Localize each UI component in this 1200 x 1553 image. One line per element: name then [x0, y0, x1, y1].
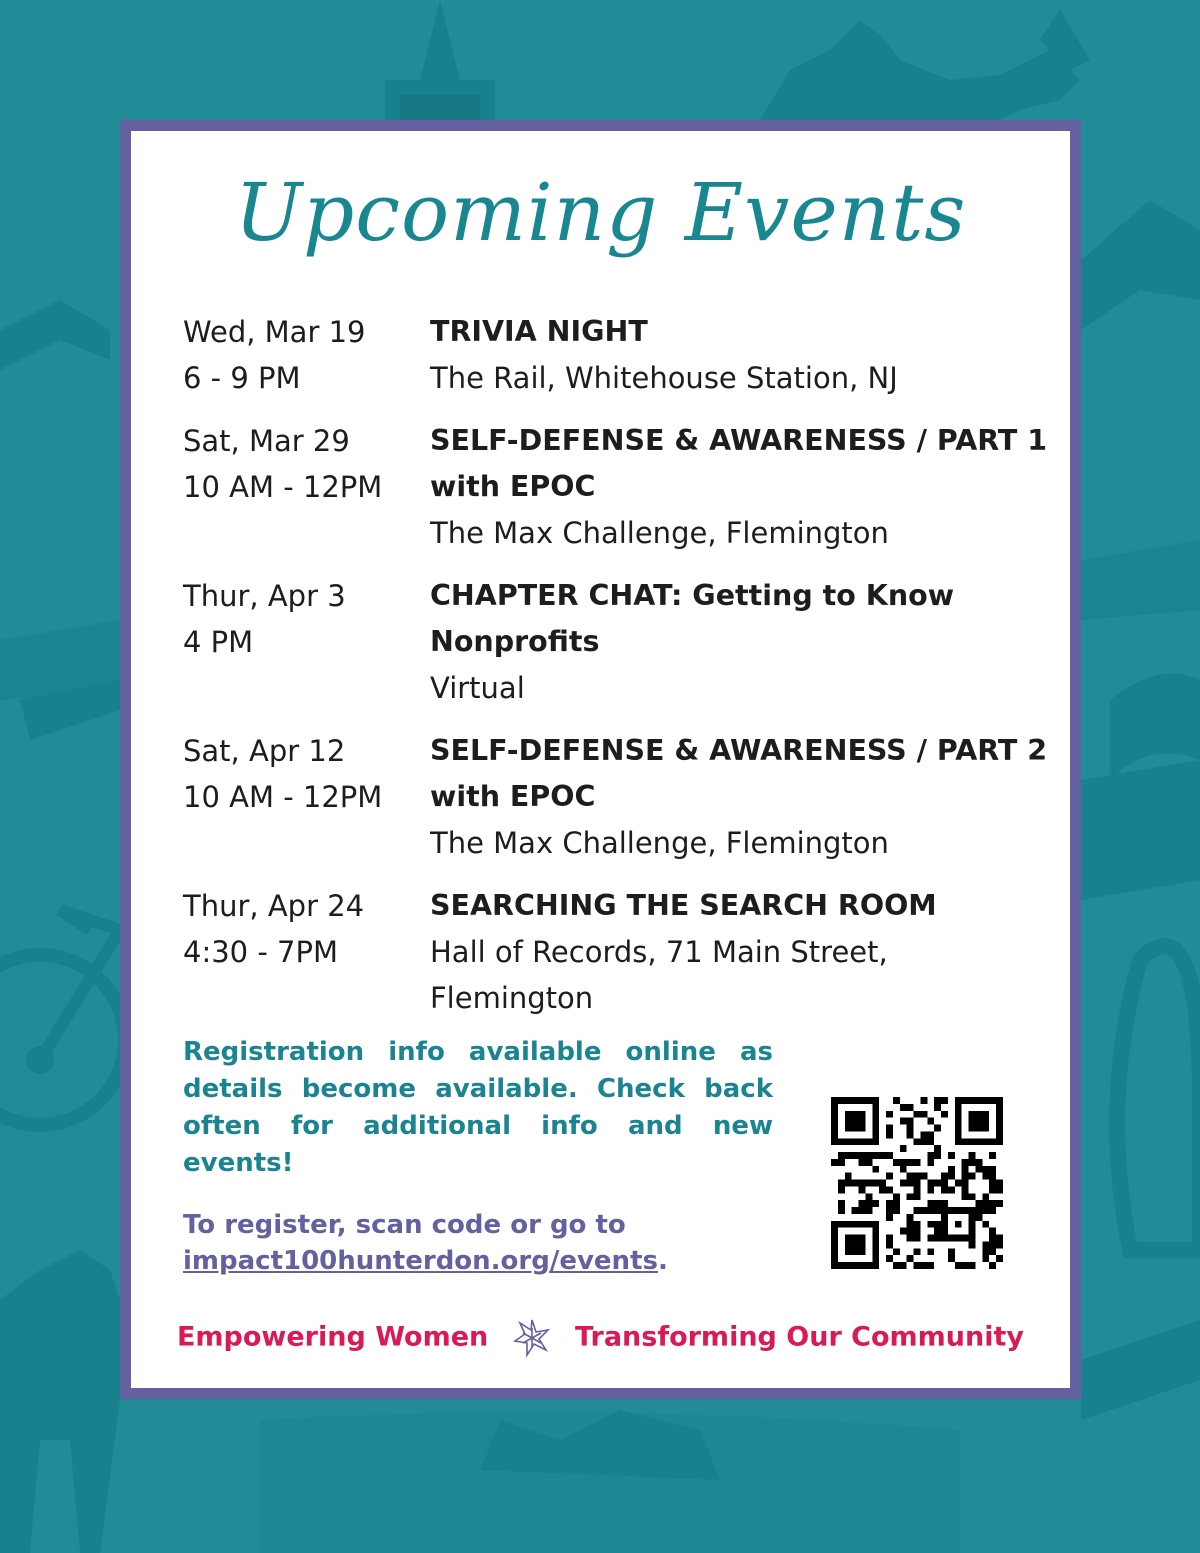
event-details [430, 883, 1063, 1021]
event-title-continued: with EPOC [430, 780, 596, 813]
event-title: CHAPTER CHAT: Getting to Know [430, 579, 955, 612]
event-time: 6 - 9 PM [183, 361, 301, 395]
event-location: The Max Challenge, Flemington [430, 516, 889, 550]
event-day: Thur, Apr 3 [183, 579, 346, 613]
event-when [183, 309, 430, 401]
qr-code[interactable] [831, 1097, 1003, 1269]
tagline-left: Empowering Women [176, 1321, 489, 1353]
event-when [183, 883, 430, 1021]
page-title: Upcoming Events [234, 166, 967, 259]
registration-note: Registration info available online as details become available. Check back often for additional info and new events! [183, 1037, 773, 1178]
event-title: SELF-DEFENSE & AWARENESS / PART 2 [430, 734, 1048, 767]
event-day: Sat, Apr 12 [183, 734, 346, 768]
event-location: Virtual [430, 671, 525, 705]
event-when [183, 418, 430, 556]
event-day: Sat, Mar 29 [183, 424, 350, 458]
event-title: TRIVIA NIGHT [430, 315, 648, 348]
event-title: SELF-DEFENSE & AWARENESS / PART 1 [430, 424, 1048, 457]
event-title: SEARCHING THE SEARCH ROOM [430, 889, 937, 922]
star-flower-icon [512, 1318, 552, 1358]
events-link[interactable]: impact100hunterdon.org/events [183, 1246, 658, 1276]
event-item [183, 418, 1063, 556]
event-details [430, 418, 1063, 556]
event-day: Thur, Apr 24 [183, 889, 365, 923]
event-when [183, 728, 430, 866]
event-details [430, 309, 1063, 401]
event-details [430, 573, 1063, 711]
event-location: Hall of Records, 71 Main Street, [430, 935, 888, 969]
register-prefix: To register, scan code or go to [183, 1210, 626, 1240]
event-details [430, 728, 1063, 866]
event-item [183, 728, 1063, 866]
event-time: 10 AM - 12PM [183, 470, 383, 504]
events-card [120, 120, 1081, 1399]
event-time: 4:30 - 7PM [183, 935, 338, 969]
event-title-continued: with EPOC [430, 470, 596, 503]
event-time: 4 PM [183, 625, 254, 659]
event-location: The Max Challenge, Flemington [430, 826, 889, 860]
register-instructions [183, 1207, 783, 1279]
event-time: 10 AM - 12PM [183, 780, 383, 814]
events-list [183, 309, 1063, 1038]
event-location: The Rail, Whitehouse Station, NJ [430, 361, 898, 395]
tagline-right: Transforming Our Community [575, 1321, 1025, 1353]
event-item [183, 573, 1063, 711]
tagline [131, 1311, 1070, 1364]
event-day: Wed, Mar 19 [183, 315, 366, 349]
event-when [183, 573, 430, 711]
event-item [183, 883, 1063, 1021]
event-title-continued: Nonprofits [430, 625, 600, 658]
register-suffix: . [657, 1246, 668, 1276]
event-location-continued: Flemington [430, 981, 594, 1015]
event-item [183, 309, 1063, 401]
